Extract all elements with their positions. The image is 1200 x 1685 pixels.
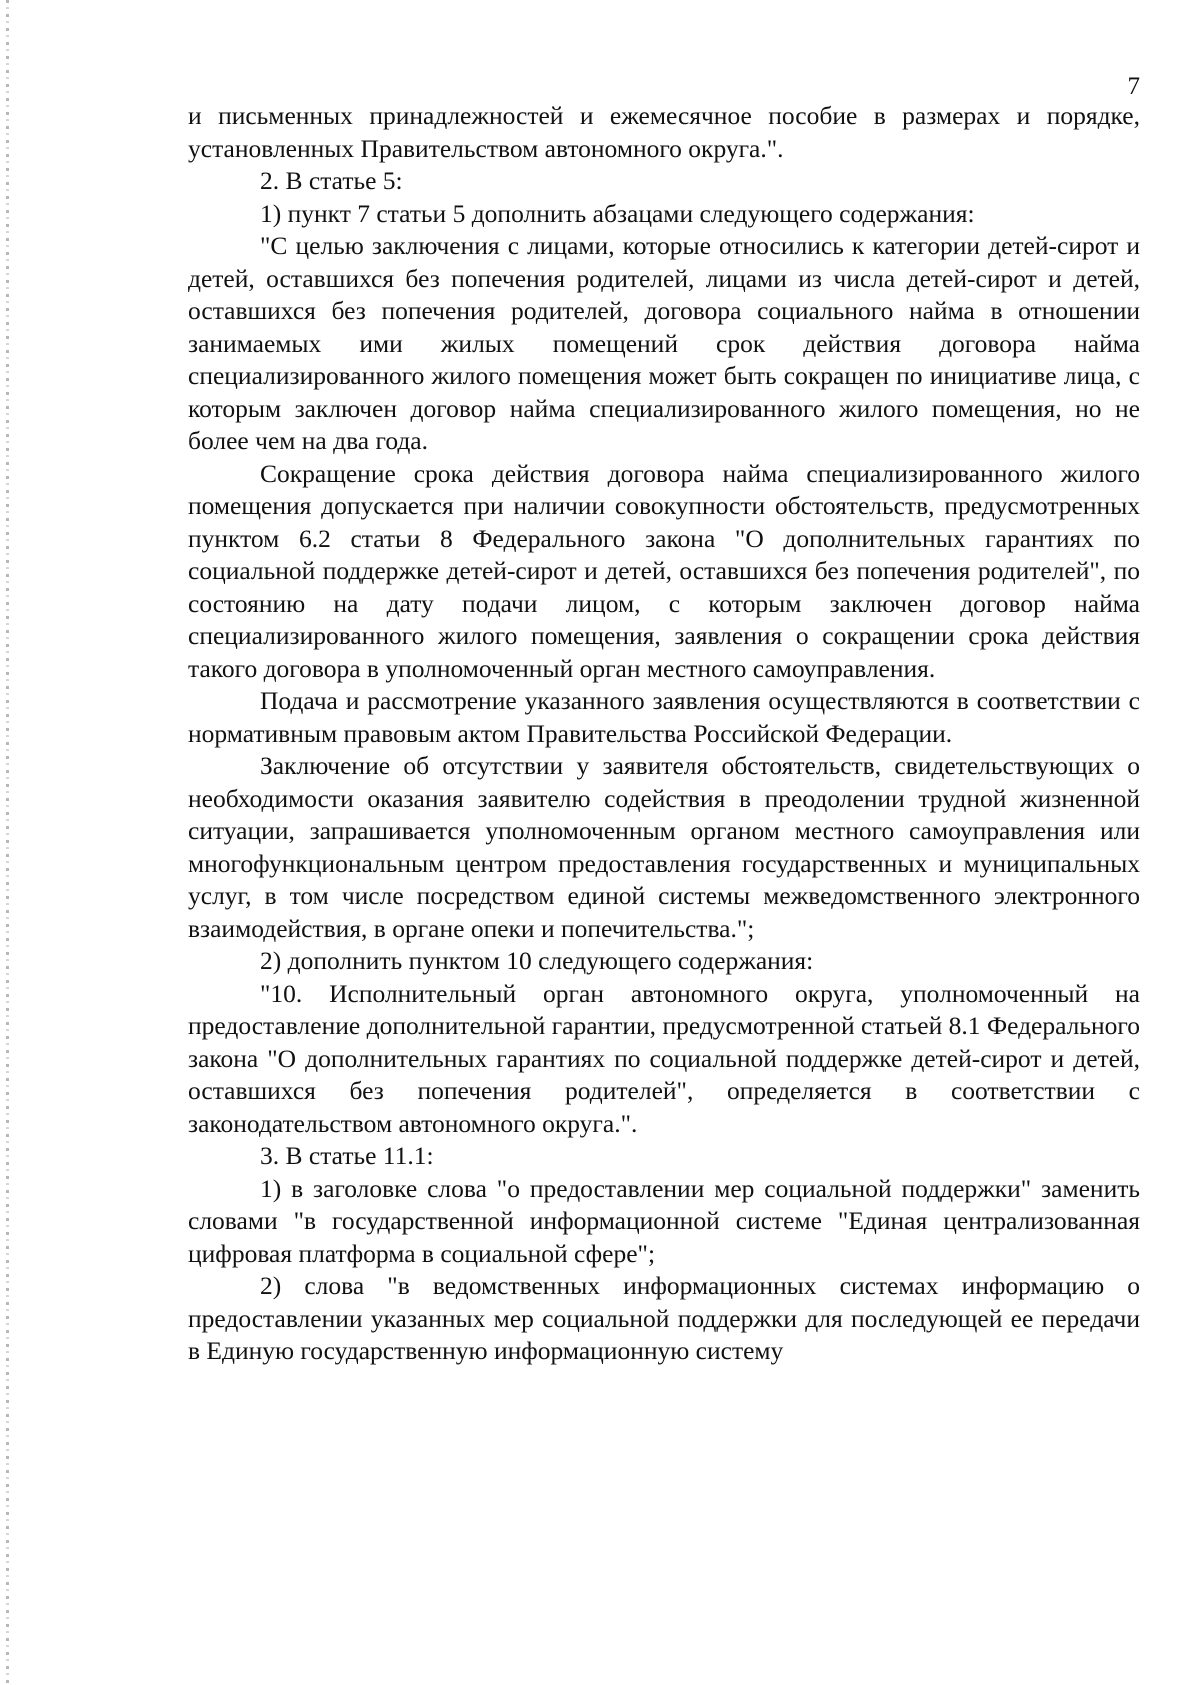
- paragraph: и письменных принадлежностей и ежемесячное пособие в размерах и порядке, установленных Правительством автономного округа.".: [188, 101, 1140, 163]
- paragraph: 1) в заголовке слова "о предоставлении мер социальной поддержки" заменить словами "в государственной информационной системе "Единая централизованная цифровая платформа в социальной сфере";: [188, 1173, 1140, 1268]
- paragraph: "С целью заключения с лицами, которые относились к категории детей-сирот и детей, оставшихся без попечения родителей, лицами из числа детей-сирот и детей, оставшихся без попечения родителей, договора социального найма в отношении занимаемых ими жилых помещений срок действия договора найма специализированного жилого помещения может быть сокращен по инициативе лица, с которым заключен договор найма специализированного жилого помещения, но не более чем на два года.: [188, 231, 1140, 455]
- paragraph: 3. В статье 11.1:: [260, 1141, 434, 1170]
- page-number: 7: [1127, 73, 1140, 100]
- paragraph: 2. В статье 5:: [260, 166, 403, 195]
- document-body: [188, 100, 1140, 1368]
- scan-edge-artifact: [6, 0, 9, 1685]
- paragraph: Подача и рассмотрение указанного заявления осуществляются в соответствии с нормативным правовым актом Правительства Российской Федерации.: [188, 686, 1140, 748]
- paragraph: 1) пункт 7 статьи 5 дополнить абзацами следующего содержания:: [260, 198, 975, 228]
- paragraph: Сокращение срока действия договора найма специализированного жилого помещения допускается при наличии совокупности обстоятельств, предусмотренных пунктом 6.2 статьи 8 Федерального закона "О дополнительных гарантиях по социальной поддержке детей-сирот и детей, оставшихся без попечения родителей", по состоянию на дату подачи лицом, с которым заключен договор найма специализированного жилого помещения, заявления о сокращении срока действия такого договора в уполномоченный орган местного самоуправления.: [188, 458, 1140, 683]
- paragraph: 2) дополнить пунктом 10 следующего содержания:: [260, 946, 814, 975]
- paragraph: Заключение об отсутствии у заявителя обстоятельств, свидетельствующих о необходимости оказания заявителю содействия в преодолении трудной жизненной ситуации, запрашивается уполномоченным органом местного самоуправления или многофункциональным центром предоставления государственных и муниципальных услуг, в том числе посредством единой системы межведомственного электронного взаимодействия, в органе опеки и попечительства.";: [188, 751, 1140, 943]
- paragraph: "10. Исполнительный орган автономного округа, уполномоченный на предоставление дополнительной гарантии, предусмотренной статьей 8.1 Федерального закона "О дополнительных гарантиях по социальной поддержке детей-сирот и детей, оставшихся без попечения родителей", определяется в соответствии с законодательством автономного округа.".: [188, 978, 1140, 1138]
- paragraph: 2) слова "в ведомственных информационных системах информацию о предоставлении указанных мер социальной поддержки для последующей ее передачи в Единую государственную информационную систему: [188, 1271, 1140, 1365]
